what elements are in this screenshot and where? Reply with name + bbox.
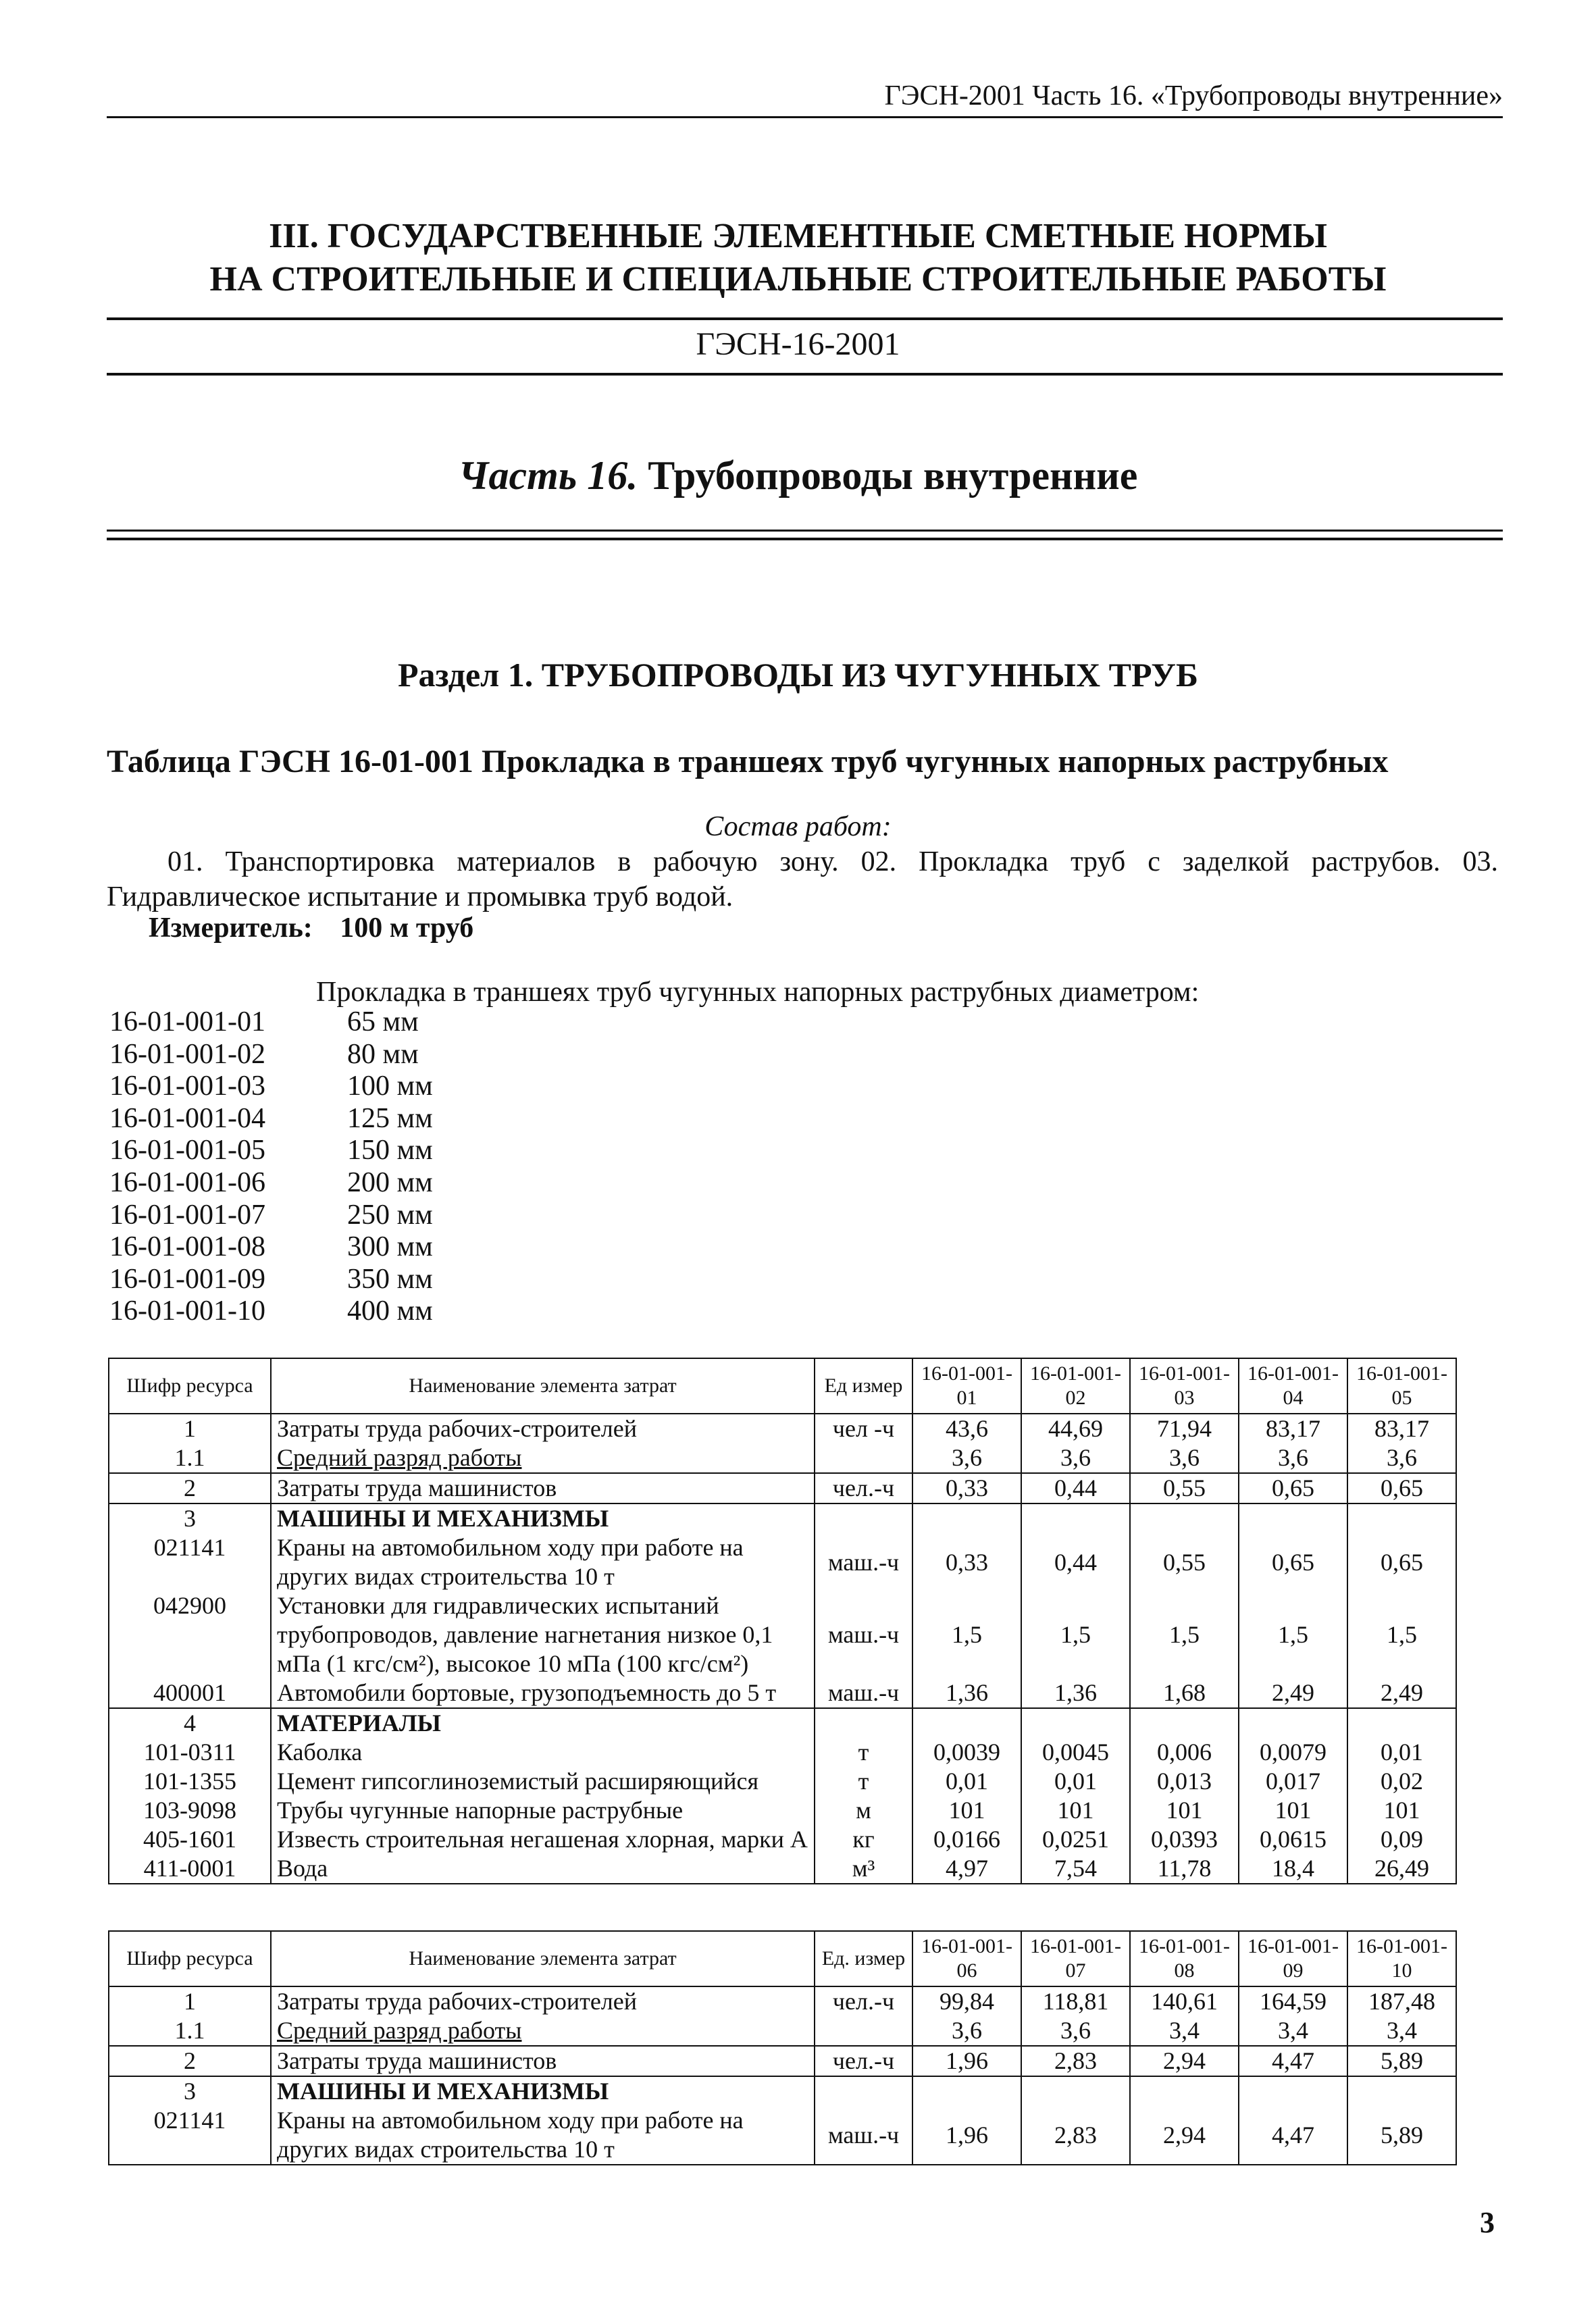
cost-element-name: Вода xyxy=(271,1854,815,1884)
measure-value: 100 м труб xyxy=(340,912,474,944)
resource-code: 2 xyxy=(109,2046,271,2076)
table-row xyxy=(109,1738,1456,1767)
norm-value: 101 xyxy=(1239,1796,1347,1825)
table-row xyxy=(109,1533,1456,1591)
table-row xyxy=(109,1854,1456,1884)
diameter-item xyxy=(109,1200,433,1232)
norm-value: 0,017 xyxy=(1239,1767,1347,1796)
norm-value: 3,6 xyxy=(912,2016,1021,2046)
col-norm-header: 16-01-001-06 xyxy=(912,1931,1021,1986)
diameter-size: 300 мм xyxy=(347,1231,433,1263)
cost-element-name: МАШИНЫ И МЕХАНИЗМЫ xyxy=(271,2076,815,2106)
resource-code: 3 xyxy=(109,2076,271,2106)
norm-value xyxy=(912,1708,1021,1738)
table-row xyxy=(109,1591,1456,1678)
col-code-header: Шифр ресурса xyxy=(109,1358,271,1414)
col-norm-header: 16-01-001-05 xyxy=(1347,1358,1456,1414)
table-row xyxy=(109,1473,1456,1503)
norm-value xyxy=(912,2076,1021,2106)
cost-element-name: Краны на автомобильном ходу при работе на других видах строительства 10 т xyxy=(271,2106,815,2165)
norm-value: 0,0045 xyxy=(1021,1738,1130,1767)
norm-value: 1,5 xyxy=(912,1591,1021,1678)
norm-value: 0,0039 xyxy=(912,1738,1021,1767)
part-rule-1 xyxy=(107,530,1503,532)
norm-value: 43,6 xyxy=(912,1414,1021,1443)
norm-value: 26,49 xyxy=(1347,1854,1456,1884)
cost-element-name: Средний разряд работы xyxy=(271,1443,815,1473)
table-row xyxy=(109,1414,1456,1443)
norm-value xyxy=(1130,2076,1239,2106)
cost-element-name: Установки для гидравлических испытаний трубопроводов, давление нагнетания низкое 0,1 мПа (1 кгс/см²), высокое 10 мПа (100 кгс/см²) xyxy=(271,1591,815,1678)
cost-element-name: Краны на автомобильном ходу при работе на других видах строительства 10 т xyxy=(271,1533,815,1591)
header-rule xyxy=(107,116,1503,118)
norm-value: 5,89 xyxy=(1347,2046,1456,2076)
col-norm-header: 16-01-001-02 xyxy=(1021,1358,1130,1414)
diameter-intro: Прокладка в траншеях труб чугунных напорных раструбных диаметром: xyxy=(316,977,1200,1008)
section-title: Раздел 1. ТРУБОПРОВОДЫ ИЗ ЧУГУННЫХ ТРУБ xyxy=(397,656,1199,694)
part-title xyxy=(0,453,1596,499)
norm-value: 83,17 xyxy=(1347,1414,1456,1443)
diameter-item xyxy=(109,1264,433,1296)
norm-value: 1,36 xyxy=(912,1678,1021,1708)
cost-element-name: Затраты труда машинистов xyxy=(271,1473,815,1503)
norm-value: 0,65 xyxy=(1347,1533,1456,1591)
table-row xyxy=(109,1443,1456,1473)
resource-code: 1 xyxy=(109,1414,271,1443)
code-rule-bottom xyxy=(107,373,1503,376)
unit-of-measure xyxy=(815,1443,912,1473)
norm-value: 1,5 xyxy=(1239,1591,1347,1678)
norm-value: 44,69 xyxy=(1021,1414,1130,1443)
unit-of-measure: маш.-ч xyxy=(815,1678,912,1708)
table-row xyxy=(109,1986,1456,2016)
diameter-code: 16-01-001-08 xyxy=(109,1231,265,1263)
norm-value: 140,61 xyxy=(1130,1986,1239,2016)
resource-code: 021141 xyxy=(109,1533,271,1591)
norm-value: 7,54 xyxy=(1021,1854,1130,1884)
unit-of-measure: т xyxy=(815,1738,912,1767)
norm-value: 3,4 xyxy=(1239,2016,1347,2046)
diameter-code: 16-01-001-09 xyxy=(109,1263,265,1295)
norm-value: 3,6 xyxy=(1021,2016,1130,2046)
norm-value xyxy=(1347,1708,1456,1738)
diameter-size: 350 мм xyxy=(347,1263,433,1295)
diameter-item xyxy=(109,1039,433,1071)
cost-element-name: Средний разряд работы xyxy=(271,2016,815,2046)
norm-value: 1,5 xyxy=(1347,1591,1456,1678)
cost-table-2 xyxy=(108,1930,1457,2165)
diameter-code: 16-01-001-10 xyxy=(109,1295,265,1327)
norm-value: 0,55 xyxy=(1130,1533,1239,1591)
title-line-2: НА СТРОИТЕЛЬНЫЕ И СПЕЦИАЛЬНЫЕ СТРОИТЕЛЬНЫЕ РАБОТЫ xyxy=(209,260,1387,299)
running-header: ГЭСН-2001 Часть 16. «Трубопроводы внутренние» xyxy=(884,80,1503,111)
norm-value: 0,0166 xyxy=(912,1825,1021,1854)
norm-value: 0,0251 xyxy=(1021,1825,1130,1854)
diameter-item xyxy=(109,1103,433,1135)
table-row xyxy=(109,1708,1456,1738)
norm-value: 11,78 xyxy=(1130,1854,1239,1884)
resource-code: 103-9098 xyxy=(109,1796,271,1825)
diameter-item xyxy=(109,1231,433,1264)
diameter-item xyxy=(109,1295,433,1328)
cost-element-name: Автомобили бортовые, грузоподъемность до 5 т xyxy=(271,1678,815,1708)
norm-value: 164,59 xyxy=(1239,1986,1347,2016)
diameter-size: 125 мм xyxy=(347,1102,433,1134)
resource-code: 400001 xyxy=(109,1678,271,1708)
norm-value: 2,49 xyxy=(1347,1678,1456,1708)
diameter-code: 16-01-001-04 xyxy=(109,1102,265,1134)
resource-code: 1 xyxy=(109,1986,271,2016)
table-row xyxy=(109,1767,1456,1796)
unit-of-measure: чел.-ч xyxy=(815,2046,912,2076)
resource-code: 101-1355 xyxy=(109,1767,271,1796)
norm-value xyxy=(1021,1708,1130,1738)
cost-table-1 xyxy=(108,1358,1457,1884)
col-name-header: Наименование элемента затрат xyxy=(271,1931,815,1986)
part-name: Трубопроводы внутренние xyxy=(648,453,1138,498)
table-title: Таблица ГЭСН 16-01-001 Прокладка в траншеях труб чугунных напорных раструбных xyxy=(107,744,1389,779)
unit-of-measure: кг xyxy=(815,1825,912,1854)
unit-of-measure: маш.-ч xyxy=(815,2106,912,2165)
norm-value: 4,47 xyxy=(1239,2046,1347,2076)
norm-value xyxy=(1239,2076,1347,2106)
col-norm-header: 16-01-001-10 xyxy=(1347,1931,1456,1986)
norm-value: 0,33 xyxy=(912,1533,1021,1591)
norm-value: 0,44 xyxy=(1021,1533,1130,1591)
norm-value: 0,65 xyxy=(1239,1473,1347,1503)
norm-value: 1,96 xyxy=(912,2106,1021,2165)
resource-code: 021141 xyxy=(109,2106,271,2165)
norm-value: 3,4 xyxy=(1347,2016,1456,2046)
norm-value: 101 xyxy=(1347,1796,1456,1825)
norm-value: 3,6 xyxy=(1021,1443,1130,1473)
norm-value: 3,6 xyxy=(1130,1443,1239,1473)
resource-code: 2 xyxy=(109,1473,271,1503)
unit-of-measure: м³ xyxy=(815,1854,912,1884)
norm-value: 1,68 xyxy=(1130,1678,1239,1708)
norm-value: 101 xyxy=(1021,1796,1130,1825)
norm-value xyxy=(1239,1503,1347,1533)
diameter-size: 80 мм xyxy=(347,1038,419,1070)
table-row xyxy=(109,2076,1456,2106)
norm-value: 0,44 xyxy=(1021,1473,1130,1503)
diameter-item xyxy=(109,1071,433,1103)
unit-of-measure xyxy=(815,1503,912,1533)
resource-code: 411-0001 xyxy=(109,1854,271,1884)
norm-value xyxy=(1021,2076,1130,2106)
norm-value: 187,48 xyxy=(1347,1986,1456,2016)
diameter-size: 200 мм xyxy=(347,1166,433,1198)
measure-line xyxy=(149,912,473,944)
unit-of-measure: маш.-ч xyxy=(815,1591,912,1678)
table-row xyxy=(109,2046,1456,2076)
norm-value: 1,5 xyxy=(1021,1591,1130,1678)
col-norm-header: 16-01-001-09 xyxy=(1239,1931,1347,1986)
norm-value: 83,17 xyxy=(1239,1414,1347,1443)
diameter-code: 16-01-001-06 xyxy=(109,1166,265,1198)
table-row xyxy=(109,2106,1456,2165)
resource-code: 4 xyxy=(109,1708,271,1738)
norm-value: 0,006 xyxy=(1130,1738,1239,1767)
table-row xyxy=(109,1825,1456,1854)
unit-of-measure: чел.-ч xyxy=(815,1473,912,1503)
diameter-item xyxy=(109,1135,433,1167)
cost-element-name: Трубы чугунные напорные раструбные xyxy=(271,1796,815,1825)
unit-of-measure: т xyxy=(815,1767,912,1796)
norm-value: 3,4 xyxy=(1130,2016,1239,2046)
cost-element-name: Затраты труда рабочих-строителей xyxy=(271,1414,815,1443)
diameter-size: 400 мм xyxy=(347,1295,433,1327)
norm-value: 0,0615 xyxy=(1239,1825,1347,1854)
table-header-row xyxy=(109,1358,1456,1414)
measure-label: Измеритель: xyxy=(149,912,313,944)
norm-value: 0,0393 xyxy=(1130,1825,1239,1854)
table-header-row xyxy=(109,1931,1456,1986)
table-row xyxy=(109,1503,1456,1533)
diameter-item xyxy=(109,1006,433,1039)
diameter-code: 16-01-001-05 xyxy=(109,1135,265,1166)
unit-of-measure xyxy=(815,2076,912,2106)
table-row xyxy=(109,1796,1456,1825)
table-row xyxy=(109,2016,1456,2046)
unit-of-measure: м xyxy=(815,1796,912,1825)
diameter-size: 65 мм xyxy=(347,1006,419,1037)
norm-value: 0,01 xyxy=(1347,1738,1456,1767)
diameter-size: 250 мм xyxy=(347,1199,433,1231)
code-rule-top xyxy=(107,317,1503,320)
norm-value: 3,6 xyxy=(1347,1443,1456,1473)
norm-value: 0,09 xyxy=(1347,1825,1456,1854)
norm-value xyxy=(1130,1503,1239,1533)
resource-code: 101-0311 xyxy=(109,1738,271,1767)
norm-value: 101 xyxy=(1130,1796,1239,1825)
norm-value xyxy=(1347,2076,1456,2106)
cost-element-name: Затраты труда рабочих-строителей xyxy=(271,1986,815,2016)
col-norm-header: 16-01-001-08 xyxy=(1130,1931,1239,1986)
table-row xyxy=(109,1678,1456,1708)
document-title xyxy=(0,215,1596,301)
col-code-header: Шифр ресурса xyxy=(109,1931,271,1986)
norm-value: 0,01 xyxy=(1021,1767,1130,1796)
norm-value: 2,94 xyxy=(1130,2106,1239,2165)
norm-value: 1,96 xyxy=(912,2046,1021,2076)
norm-value: 0,0079 xyxy=(1239,1738,1347,1767)
norm-value xyxy=(912,1503,1021,1533)
diameter-list xyxy=(109,1006,433,1328)
norm-value: 2,83 xyxy=(1021,2046,1130,2076)
resource-code: 3 xyxy=(109,1503,271,1533)
diameter-size: 150 мм xyxy=(347,1135,433,1166)
cost-element-name: МАШИНЫ И МЕХАНИЗМЫ xyxy=(271,1503,815,1533)
diameter-code: 16-01-001-02 xyxy=(109,1038,265,1070)
norm-value: 0,55 xyxy=(1130,1473,1239,1503)
col-norm-header: 16-01-001-04 xyxy=(1239,1358,1347,1414)
resource-code: 1.1 xyxy=(109,1443,271,1473)
resource-code: 042900 xyxy=(109,1591,271,1678)
diameter-code: 16-01-001-07 xyxy=(109,1199,265,1231)
norm-value: 2,94 xyxy=(1130,2046,1239,2076)
diameter-item xyxy=(109,1167,433,1200)
cost-element-name: МАТЕРИАЛЫ xyxy=(271,1708,815,1738)
norm-value: 2,83 xyxy=(1021,2106,1130,2165)
norm-value: 5,89 xyxy=(1347,2106,1456,2165)
norm-value: 4,97 xyxy=(912,1854,1021,1884)
part-rule-2 xyxy=(107,538,1503,540)
part-prefix: Часть 16. xyxy=(458,453,638,498)
norm-value: 0,65 xyxy=(1239,1533,1347,1591)
norm-value: 71,94 xyxy=(1130,1414,1239,1443)
cost-element-name: Цемент гипсоглиноземистый расширяющийся xyxy=(271,1767,815,1796)
col-unit-header: Ед измер xyxy=(815,1358,912,1414)
norm-value xyxy=(1239,1708,1347,1738)
norm-value xyxy=(1347,1503,1456,1533)
norm-value: 0,65 xyxy=(1347,1473,1456,1503)
col-unit-header: Ед. измер xyxy=(815,1931,912,1986)
norm-value: 118,81 xyxy=(1021,1986,1130,2016)
diameter-code: 16-01-001-03 xyxy=(109,1071,265,1102)
col-name-header: Наименование элемента затрат xyxy=(271,1358,815,1414)
norm-value: 3,6 xyxy=(1239,1443,1347,1473)
unit-of-measure: чел -ч xyxy=(815,1414,912,1443)
norm-value: 4,47 xyxy=(1239,2106,1347,2165)
norm-value xyxy=(1021,1503,1130,1533)
resource-code: 1.1 xyxy=(109,2016,271,2046)
norm-value: 3,6 xyxy=(912,1443,1021,1473)
norm-value: 0,01 xyxy=(912,1767,1021,1796)
cost-element-name: Затраты труда машинистов xyxy=(271,2046,815,2076)
norm-value xyxy=(1130,1708,1239,1738)
title-line-1: III. ГОСУДАРСТВЕННЫЕ ЭЛЕМЕНТНЫЕ СМЕТНЫЕ НОРМЫ xyxy=(269,217,1327,255)
unit-of-measure: чел.-ч xyxy=(815,1986,912,2016)
norm-value: 18,4 xyxy=(1239,1854,1347,1884)
norm-code: ГЭСН-16-2001 xyxy=(696,326,900,362)
col-norm-header: 16-01-001-01 xyxy=(912,1358,1021,1414)
norm-value: 1,36 xyxy=(1021,1678,1130,1708)
norm-value: 1,5 xyxy=(1130,1591,1239,1678)
unit-of-measure: маш.-ч xyxy=(815,1533,912,1591)
work-composition-text: 01. Транспортировка материалов в рабочую зону. 02. Прокладка труб с заделкой раструбов. 03. Гидравлическое испытание и промывка труб водой. xyxy=(107,846,1498,912)
col-norm-header: 16-01-001-07 xyxy=(1021,1931,1130,1986)
page-number: 3 xyxy=(1480,2206,1495,2239)
unit-of-measure xyxy=(815,2016,912,2046)
cost-element-name: Известь строительная негашеная хлорная, марки А xyxy=(271,1825,815,1854)
diameter-code: 16-01-001-01 xyxy=(109,1006,265,1037)
work-composition-label: Состав работ: xyxy=(704,811,892,842)
norm-value: 0,33 xyxy=(912,1473,1021,1503)
norm-value: 99,84 xyxy=(912,1986,1021,2016)
norm-value: 2,49 xyxy=(1239,1678,1347,1708)
norm-value: 0,013 xyxy=(1130,1767,1239,1796)
cost-element-name: Каболка xyxy=(271,1738,815,1767)
norm-value: 0,02 xyxy=(1347,1767,1456,1796)
unit-of-measure xyxy=(815,1708,912,1738)
norm-value: 101 xyxy=(912,1796,1021,1825)
resource-code: 405-1601 xyxy=(109,1825,271,1854)
col-norm-header: 16-01-001-03 xyxy=(1130,1358,1239,1414)
diameter-size: 100 мм xyxy=(347,1071,433,1102)
